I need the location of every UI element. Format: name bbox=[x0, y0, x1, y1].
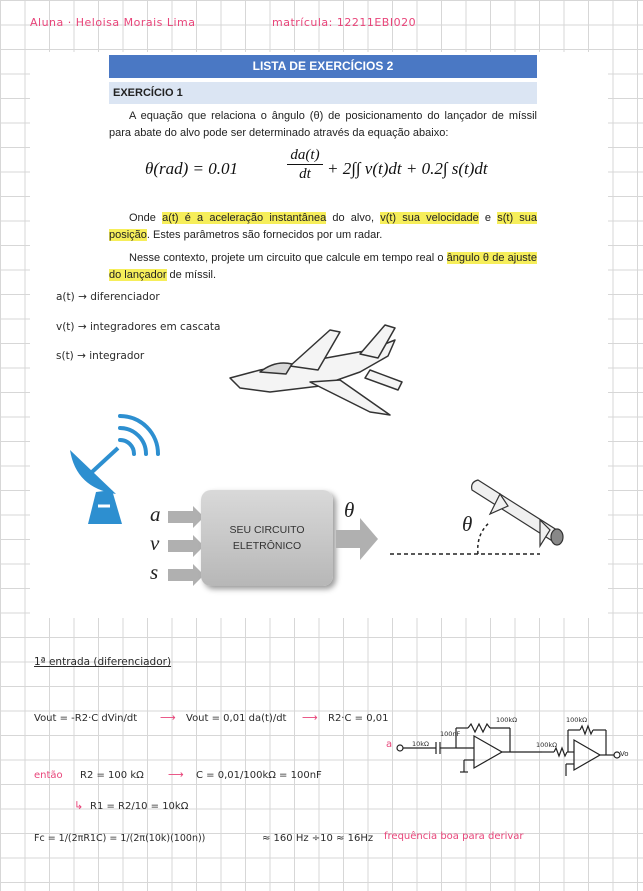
arrow-4-icon: ↳ bbox=[74, 799, 84, 812]
highlight-acceleration: a(t) é a aceleração instantânea bbox=[162, 212, 327, 224]
student-name: Aluna · Heloisa Morais Lima bbox=[30, 16, 196, 29]
output-arrow-icon bbox=[336, 518, 378, 560]
r2-value: R2 = 100 kΩ bbox=[80, 770, 144, 781]
context-paragraph bbox=[109, 250, 537, 284]
theta-missile-label: θ bbox=[462, 512, 473, 536]
section-title: 1ª entrada (diferenciador) bbox=[34, 656, 172, 668]
capacitor-label: 100nF bbox=[440, 730, 461, 738]
note-cascade-integrators: v(t) → integradores em cascata bbox=[56, 321, 221, 333]
theta-output-label: θ bbox=[344, 498, 355, 522]
vout-specific: Vout = 0,01 da(t)/dt bbox=[186, 713, 287, 724]
highlight-angle: ângulo θ de ajuste do lançador bbox=[109, 252, 537, 281]
variables-paragraph bbox=[109, 210, 537, 244]
exercise-title: EXERCÍCIO 1 bbox=[109, 82, 537, 104]
equation-numerator: da(t) bbox=[287, 146, 323, 165]
fc-formula: Fc = 1/(2πR1C) = 1/(2π(10k)(100n)) bbox=[34, 833, 206, 844]
input-a-label: a bbox=[150, 502, 161, 526]
block-line-2: ELETRÔNICO bbox=[232, 540, 302, 552]
note-integrator: s(t) → integrador bbox=[56, 350, 145, 362]
fc-note: frequência boa para derivar bbox=[384, 831, 524, 842]
p2-text-d: . Estes parâmetros são fornecidos por um radar. bbox=[146, 229, 383, 241]
p3-text-b: de míssil. bbox=[166, 269, 217, 281]
arrow-2-icon: ⟶ bbox=[302, 711, 318, 724]
circuit-output-label: Vo bbox=[620, 750, 629, 758]
p2-text-b: do alvo, bbox=[326, 212, 381, 224]
fc-value: ≈ 160 Hz ÷10 ≈ 16Hz bbox=[262, 833, 374, 844]
block-line-1: SEU CIRCUITO bbox=[229, 524, 305, 536]
radar-dish-icon bbox=[62, 410, 162, 530]
r1-value: R1 = R2/10 = 10kΩ bbox=[90, 801, 189, 812]
r4-label: 100kΩ bbox=[566, 716, 588, 724]
input-s-label: s bbox=[150, 560, 159, 584]
c-value: C = 0,01/100kΩ = 100nF bbox=[196, 770, 322, 781]
list-banner: LISTA DE EXERCÍCIOS 2 bbox=[109, 55, 537, 78]
exercise-sheet bbox=[30, 52, 608, 618]
equation-right: + 2∫∫ v(t)dt + 0.2∫ s(t)dt bbox=[327, 159, 488, 178]
vout-general: Vout = -R2·C dVin/dt bbox=[34, 713, 138, 724]
note-1-text: a(t) → diferenciador bbox=[56, 291, 160, 303]
highlight-velocity: v(t) sua velocidade bbox=[380, 212, 479, 224]
equation-fraction bbox=[287, 146, 323, 183]
angle-equation bbox=[145, 148, 505, 192]
equation-left: θ(rad) = 0.01 bbox=[145, 159, 239, 178]
circuit-input-label: a bbox=[386, 739, 393, 750]
entao-label: então bbox=[34, 770, 63, 781]
missile-illustration bbox=[390, 462, 590, 572]
r3-label: 100kΩ bbox=[536, 741, 558, 749]
p2-text-c: e bbox=[478, 212, 498, 224]
note-differentiator bbox=[56, 291, 160, 303]
r2-label: 100kΩ bbox=[496, 716, 518, 724]
input-v-label: v bbox=[150, 531, 160, 555]
arrow-s-icon bbox=[168, 569, 194, 581]
rc-product: R2·C = 0,01 bbox=[328, 713, 389, 724]
arrow-a-icon bbox=[168, 511, 194, 523]
intro-paragraph: A equação que relaciona o ângulo (θ) de posicionamento do lançador de míssil para abate do alvo pode ser determinado através da equação abaixo: bbox=[109, 110, 537, 139]
arrow-1-icon: ⟶ bbox=[160, 711, 176, 724]
fighter-jet-illustration bbox=[220, 320, 410, 420]
p3-text-a: Nesse contexto, projete um circuito que calcule em tempo real o bbox=[129, 252, 447, 264]
highlight-position: s(t) sua posição bbox=[109, 212, 538, 241]
r1-label: 10kΩ bbox=[412, 740, 430, 748]
p2-text-a: Onde bbox=[129, 212, 163, 224]
registration-number: matrícula: 12211EBI020 bbox=[272, 16, 417, 29]
arrow-v-icon bbox=[168, 540, 194, 552]
arrow-3-icon: ⟶ bbox=[168, 768, 184, 781]
equation-denominator: dt bbox=[299, 166, 311, 182]
circuit-block bbox=[201, 490, 333, 586]
